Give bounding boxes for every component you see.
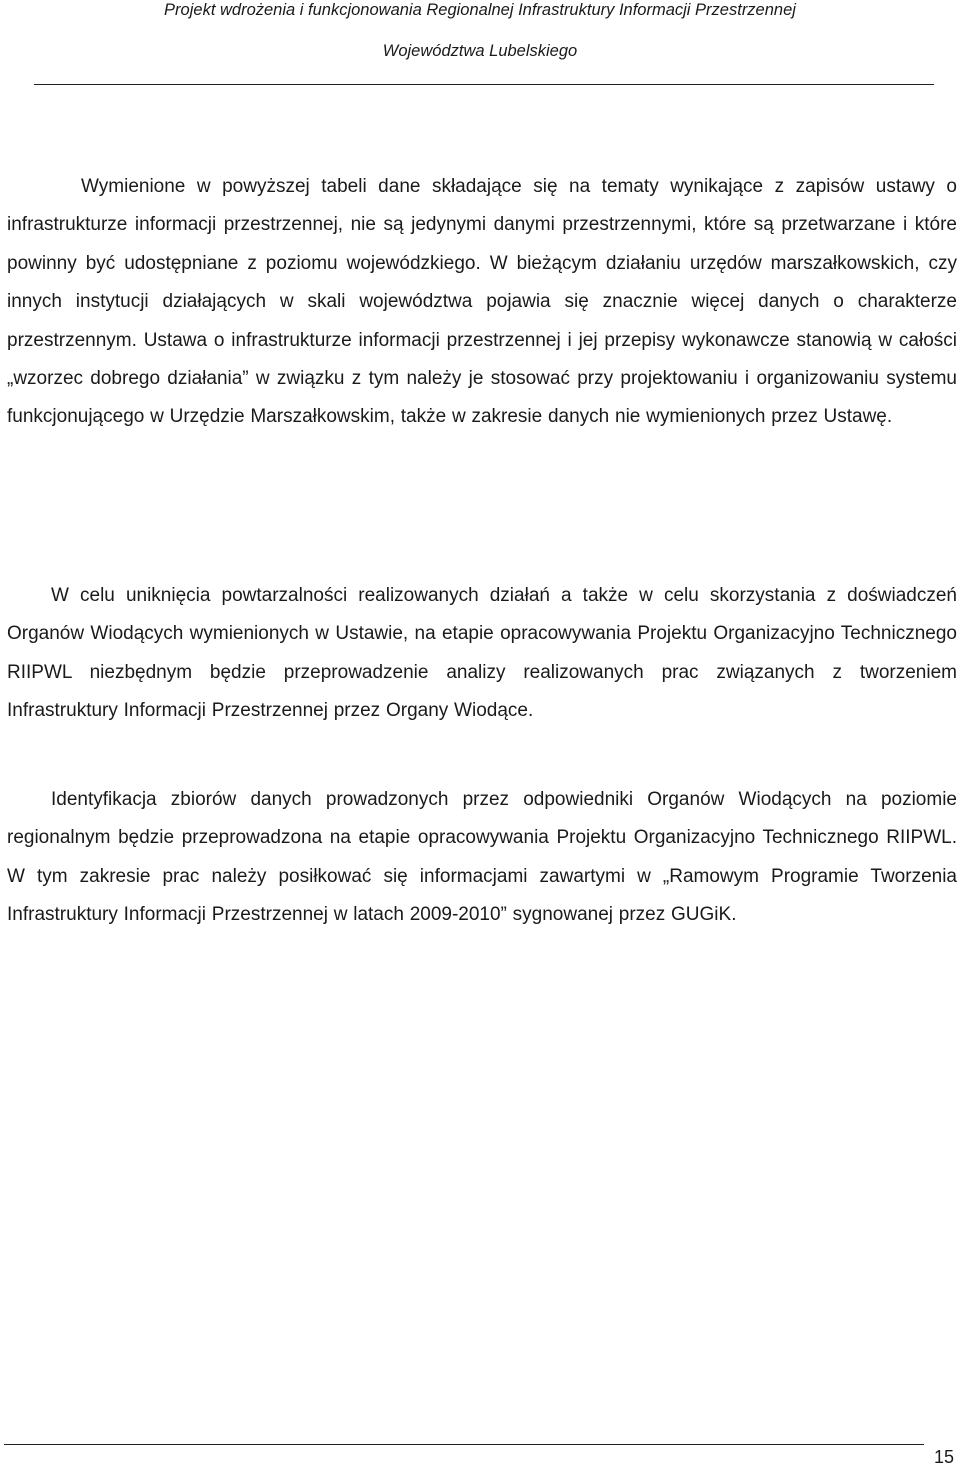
header-project-title: Projekt wdrożenia i funkcjonowania Regionalnej Infrastruktury Informacji Przestrzennej: [164, 1, 796, 19]
body-paragraph-2: [7, 577, 957, 731]
footer-divider: [4, 1444, 924, 1445]
body-paragraph-1: [7, 168, 957, 437]
header-divider: [34, 84, 934, 85]
paragraph-3-text: Identyfikacja zbiorów danych prowadzonych przez odpowiedniki Organów Wiodących na poziomie regionalnym będzie przeprowadzona na etapie opracowywania Projektu Organizacyjno Technicznego RIIPWL. W tym zakresie prac należy posiłkować się informacjami zawartymi w „Ramowym Programie Tworzenia Infrastruktury Informacji Przestrzennej w latach 2009-2010” sygnowanej przez GUGiK.: [7, 789, 957, 926]
header-region-title: Województwa Lubelskiego: [382, 42, 578, 60]
body-paragraph-3: [7, 781, 957, 935]
paragraph-2-text: W celu uniknięcia powtarzalności realizowanych działań a także w celu skorzystania z doświadczeń Organów Wiodących wymienionych w Ustawie, na etapie opracowywania Projektu Organizacyjno Technicznego RIIPWL niezbędnym będzie przeprowadzenie analizy realizowanych prac związanych z tworzeniem Infrastruktury Informacji Przestrzennej przez Organy Wiodące.: [7, 585, 957, 722]
paragraph-1-text: Wymienione w powyższej tabeli dane składające się na tematy wynikające z zapisów ustawy o infrastrukturze informacji przestrzennej, nie są jedynymi danymi przestrzennymi, które są przetwarzane i które powinny być udostępniane z poziomu wojewódzkiego. W bieżącym działaniu urzędów marszałkowskich, czy innych instytucji działających w skali województwa pojawia się znacznie więcej danych o charakterze przestrzennym. Ustawa o infrastrukturze informacji przestrzennej i jej przepisy wykonawcze stanowią w całości „wzorzec dobrego działania” w związku z tym należy je stosować przy projektowaniu i organizowaniu systemu funkcjonującego w Urzędzie Marszałkowskim, także w zakresie danych nie wymienionych przez Ustawę.: [7, 176, 957, 428]
page-number: 15: [933, 1447, 954, 1467]
